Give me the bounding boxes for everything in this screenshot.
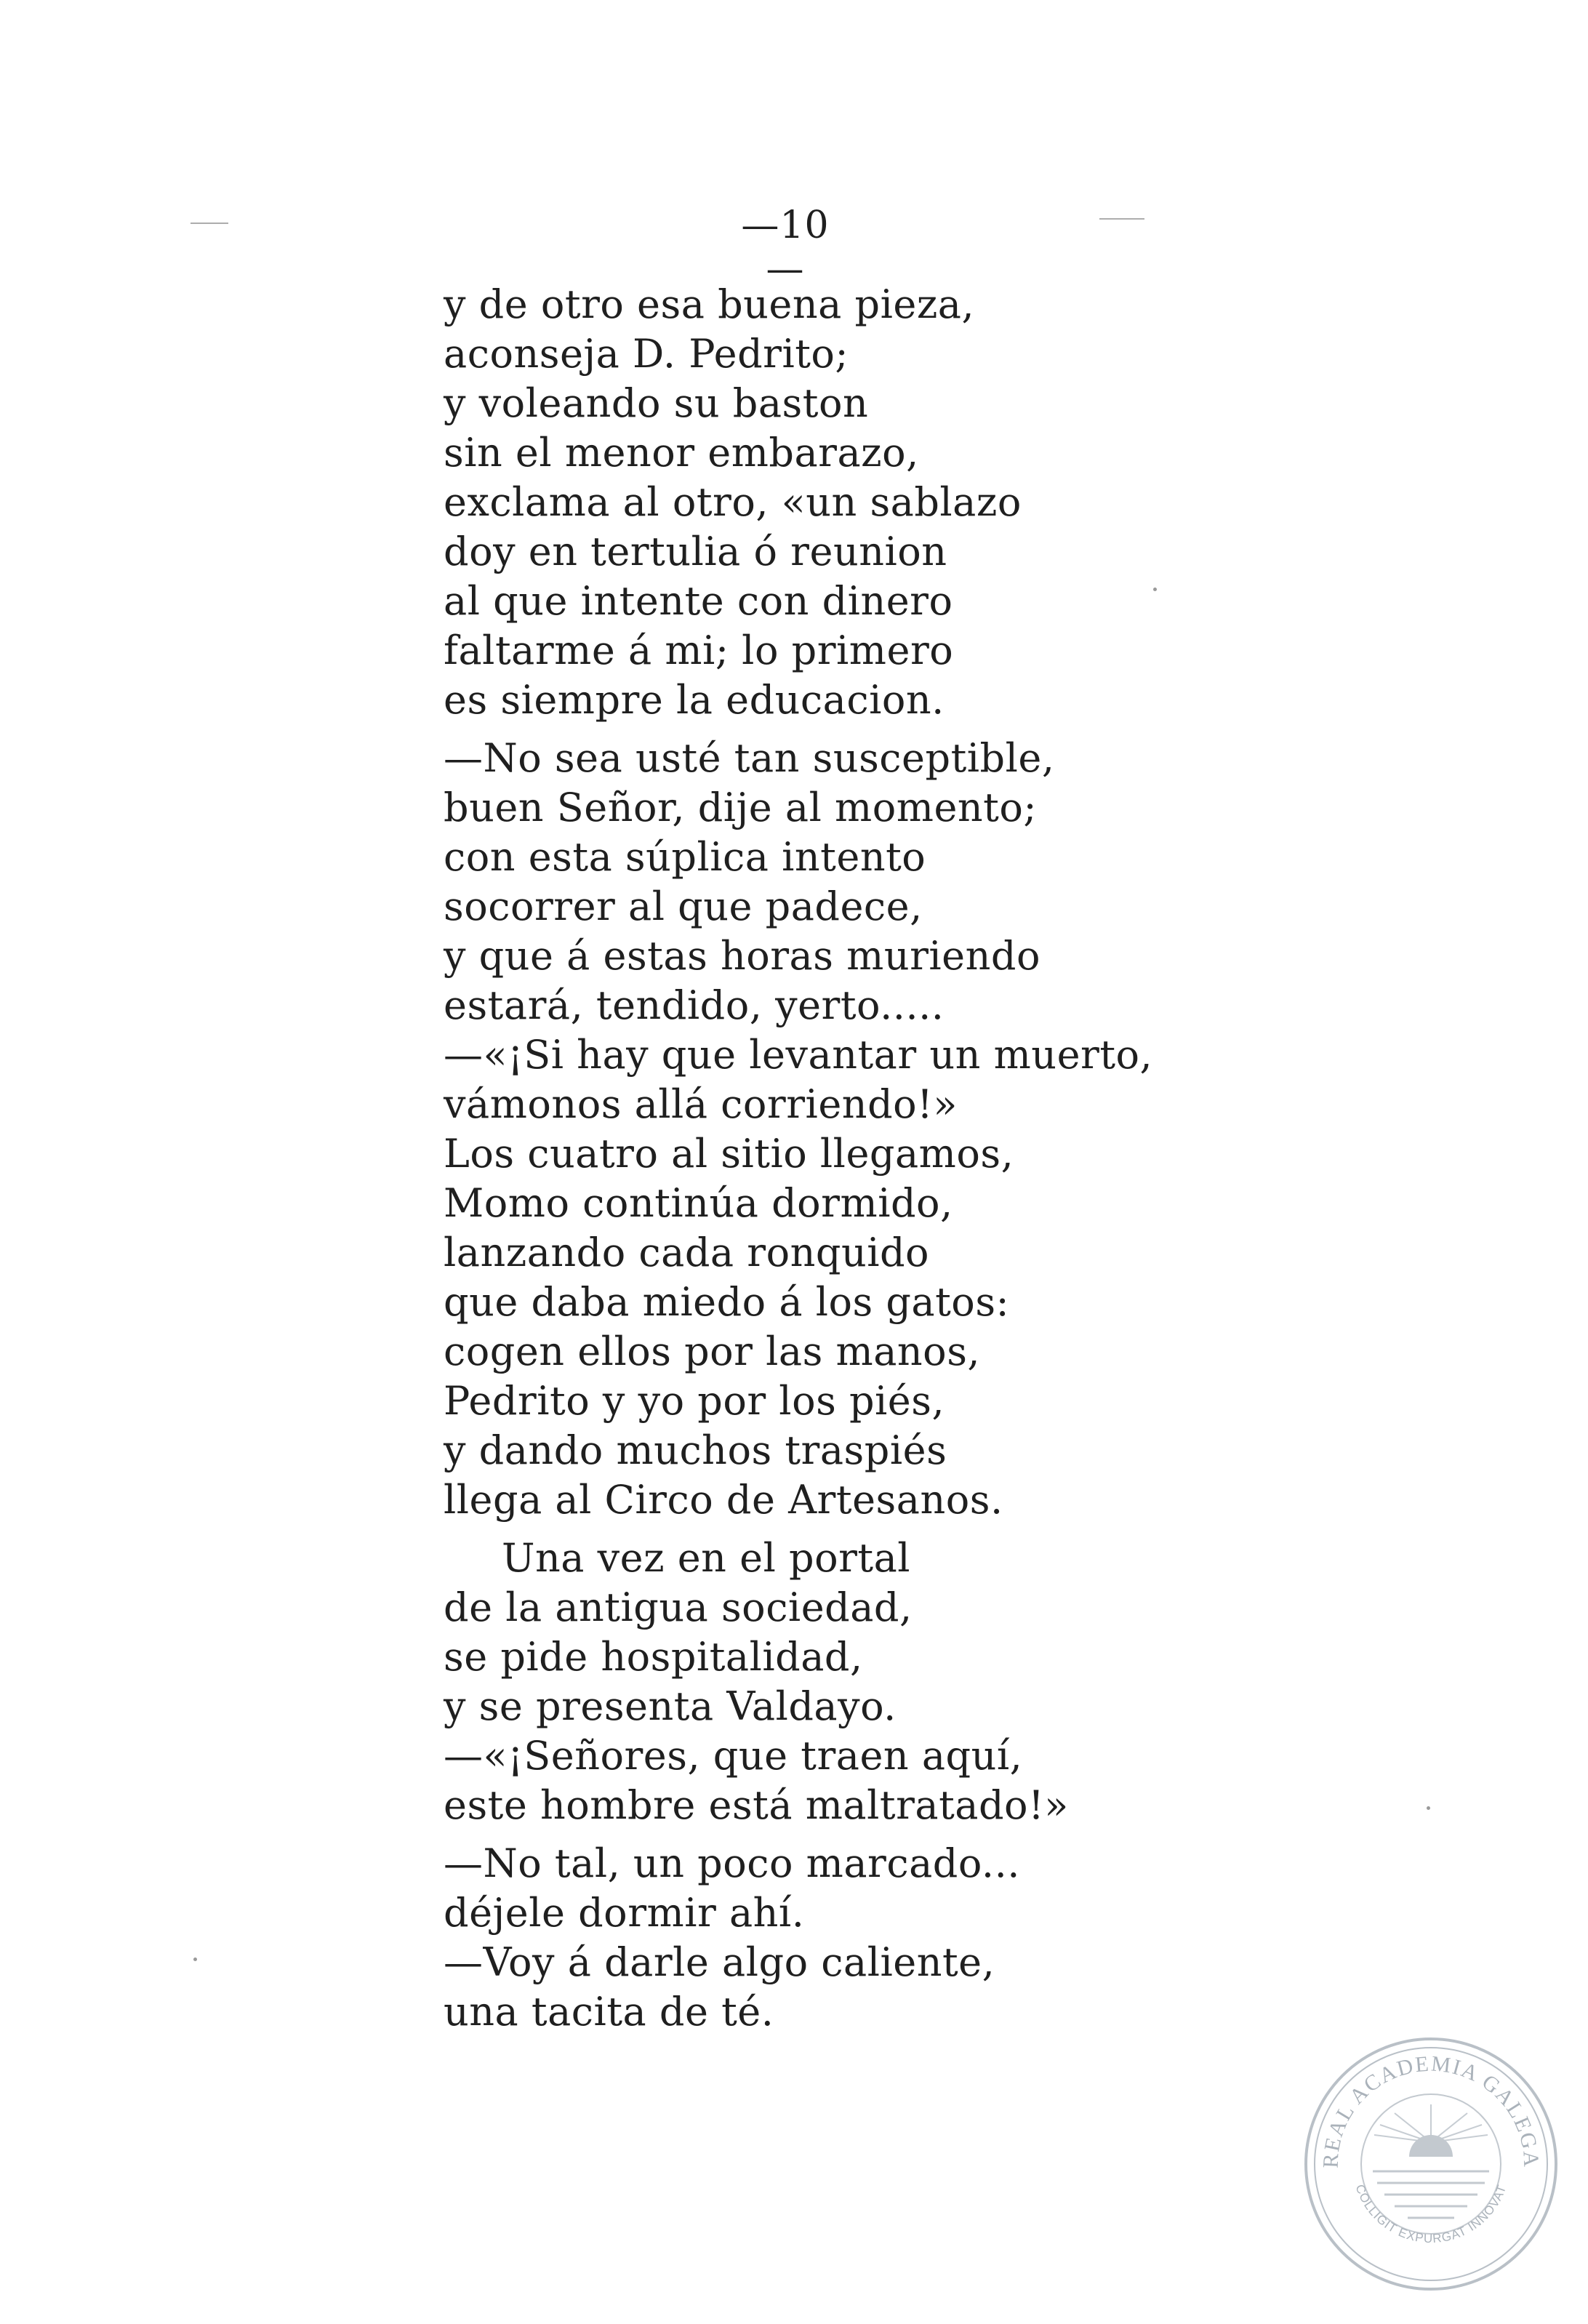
- poem-line: estará, tendido, yerto.....: [444, 982, 945, 1028]
- poem-line: llega al Circo de Artesanos.: [444, 1477, 1003, 1523]
- scan-mark-left: [191, 223, 228, 224]
- poem-line: este hombre está maltratado!»: [444, 1782, 1069, 1828]
- poem-line: aconseja D. Pedrito;: [444, 331, 849, 377]
- poem-line: —«¡Señores, que traen aquí,: [444, 1733, 1023, 1779]
- poem-line: buen Señor, dije al momento;: [444, 785, 1038, 830]
- page-number: —10—: [741, 204, 830, 291]
- poem-line: que daba miedo á los gatos:: [444, 1279, 1010, 1325]
- poem-line: —Voy á darle algo caliente,: [444, 1939, 995, 1985]
- poem-line: y voleando su baston: [444, 380, 869, 426]
- poem-line: Momo continúa dormido,: [444, 1180, 953, 1226]
- scan-mark-right: [1099, 218, 1144, 220]
- poem-line: Pedrito y yo por los piés,: [444, 1378, 945, 1424]
- poem-line: sin el menor embarazo,: [444, 430, 919, 476]
- poem-line: Los cuatro al sitio llegamos,: [444, 1131, 1014, 1177]
- stanza-2: [444, 734, 1243, 1525]
- poem: [444, 280, 1243, 2037]
- poem-line: déjele dormir ahí.: [444, 1890, 805, 1936]
- poem-line: con esta súplica intento: [444, 834, 926, 880]
- poem-line: faltarme á mi; lo primero: [444, 628, 954, 673]
- poem-line: es siempre la educacion.: [444, 677, 945, 723]
- poem-line: lanzando cada ronquido: [444, 1230, 930, 1275]
- poem-line: Una vez en el portal: [502, 1535, 911, 1581]
- svg-text:COLLIGIT EXPURGAT INNOVAT: [1352, 2183, 1509, 2246]
- poem-line: doy en tertulia ó reunion: [444, 529, 947, 574]
- poem-line: una tacita de té.: [444, 1989, 774, 2035]
- poem-line: de la antigua sociedad,: [444, 1584, 913, 1630]
- seal-bottom-text: COLLIGIT EXPURGAT INNOVAT: [1352, 2182, 1509, 2246]
- poem-line: y de otro esa buena pieza,: [444, 281, 975, 327]
- stanza-4: [444, 1839, 1243, 2037]
- speck: [193, 1958, 197, 1961]
- stanza-1: [444, 280, 1243, 725]
- poem-line: —«¡Si hay que levantar un muerto,: [444, 1032, 1153, 1078]
- poem-line: socorrer al que padece,: [444, 883, 923, 929]
- poem-line: y dando muchos traspiés: [444, 1427, 947, 1473]
- seal-top-text: REAL ACADEMIA GALEGA: [1318, 2051, 1544, 2169]
- speck: [1427, 1806, 1430, 1810]
- poem-line: exclama al otro, «un sablazo: [444, 479, 1022, 525]
- poem-line: se pide hospitalidad,: [444, 1634, 863, 1680]
- real-academia-galega-seal-icon: [1300, 2033, 1562, 2295]
- poem-line: vámonos allá corriendo!»: [444, 1081, 958, 1127]
- poem-line: —No tal, un poco marcado...: [444, 1840, 1020, 1886]
- stanza-3: [444, 1534, 1243, 1830]
- poem-line: y se presenta Valdayo.: [444, 1683, 897, 1729]
- poem-line: cogen ellos por las manos,: [444, 1329, 981, 1374]
- poem-line: al que intente con dinero: [444, 578, 953, 624]
- poem-line: y que á estas horas muriendo: [444, 933, 1040, 979]
- poem-line: —No sea usté tan susceptible,: [444, 735, 1055, 781]
